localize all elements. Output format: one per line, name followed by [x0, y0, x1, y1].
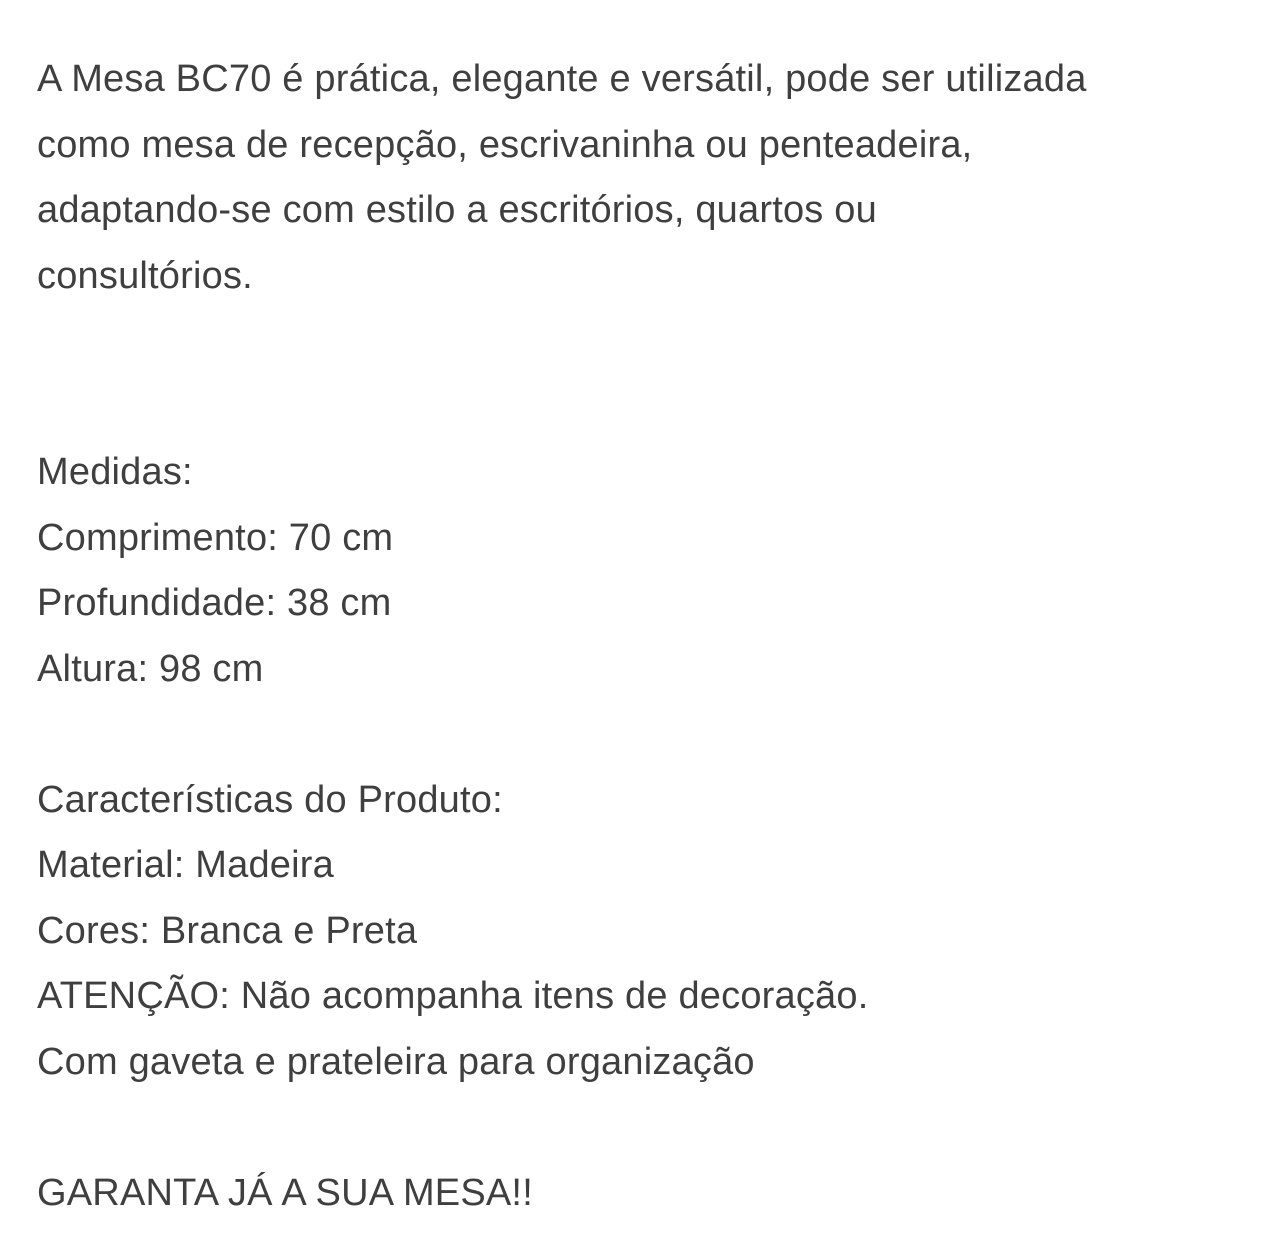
features-section	[37, 768, 1252, 1096]
description-line-2: como mesa de recepção, escrivaninha ou penteadeira,	[37, 123, 973, 166]
product-description-document	[37, 47, 1252, 1226]
description-line-4: consultórios.	[37, 254, 253, 297]
measurements-heading: Medidas:	[37, 451, 193, 493]
description-paragraph	[37, 47, 1252, 309]
feature-colors: Cores: Branca e Preta	[37, 909, 418, 952]
spacer	[37, 309, 1252, 440]
measurement-depth: Profundidade: 38 cm	[37, 582, 392, 624]
feature-warning: ATENÇÃO: Não acompanha itens de decoração.	[37, 975, 869, 1017]
spacer	[37, 1095, 1252, 1161]
spacer	[37, 702, 1252, 768]
measurement-height: Altura: 98 cm	[37, 647, 264, 690]
features-heading: Características do Produto:	[37, 778, 503, 821]
measurement-length: Comprimento: 70 cm	[37, 516, 394, 559]
call-to-action: GARANTA JÁ A SUA MESA!!	[37, 1171, 533, 1214]
feature-material: Material: Madeira	[37, 844, 334, 886]
description-line-1: A Mesa BC70 é prática, elegante e versátil, pode ser utilizada	[37, 58, 1087, 100]
feature-storage: Com gaveta e prateleira para organização	[37, 1040, 755, 1083]
measurements-section	[37, 440, 1252, 702]
description-line-3: adaptando-se com estilo a escritórios, quartos ou	[37, 189, 877, 231]
